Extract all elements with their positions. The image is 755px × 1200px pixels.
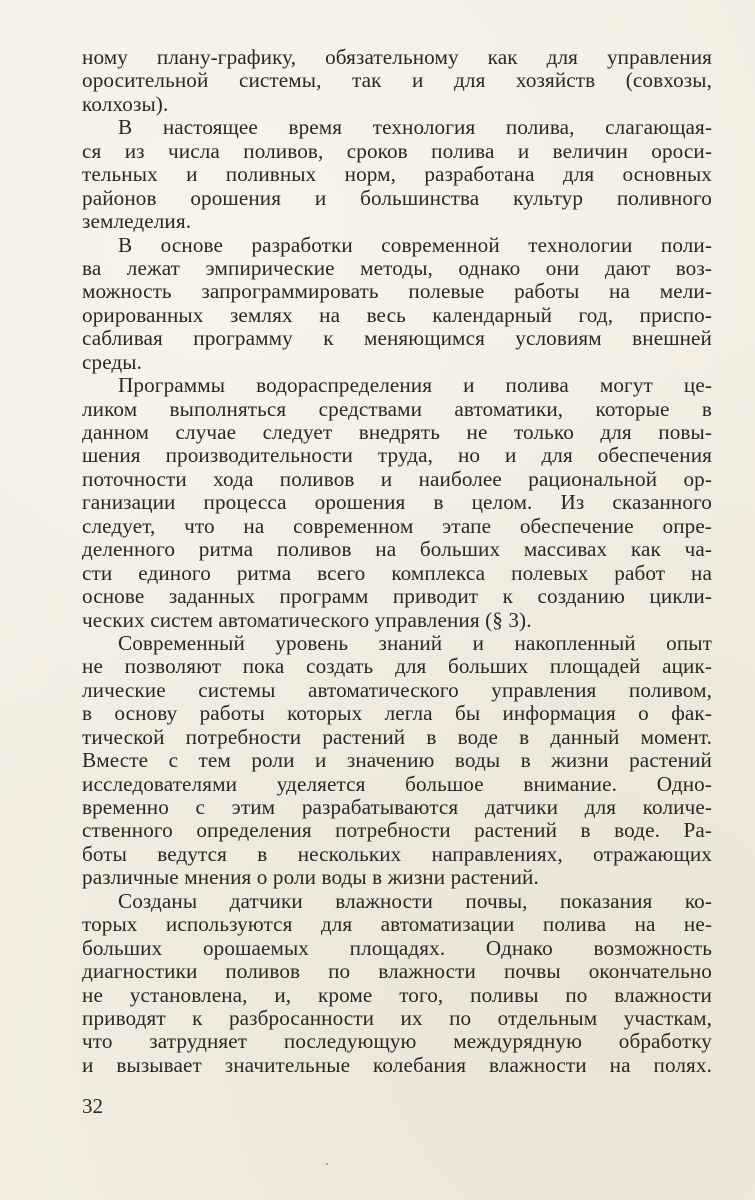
text-line: следует, что на современном этапе обеспечение опре- xyxy=(82,513,712,538)
text-line: ганизации процесса орошения в целом. Из сказанного xyxy=(82,490,712,515)
text-line: ва лежат эмпирические методы, однако они дают воз- xyxy=(82,255,712,280)
text-line: шения производительности труда, но и для обеспечения xyxy=(82,443,712,468)
text-line: временно с этим разрабатываются датчики для количе- xyxy=(82,795,712,819)
text-line: поточности хода поливов и наиболее рациональной ор- xyxy=(82,466,712,491)
text-line: колхозы). xyxy=(82,91,169,116)
text-line: сабливая программу к меняющимся условиям внешней xyxy=(82,326,712,351)
text-line: больших орошаемых площадях. Однако возможность xyxy=(82,935,712,960)
text-line: диагностики поливов по влажности почвы окончательно xyxy=(82,959,712,984)
text-line: оросительной системы, так и для хозяйств (совхозы, xyxy=(82,68,712,93)
text-line: боты ведутся в нескольких направлениях, отражающих xyxy=(82,841,712,866)
text-line: Созданы датчики влажности почвы, показания ко- xyxy=(118,888,712,913)
text-line: лические системы автоматического управления поливом, xyxy=(82,677,712,702)
text-line: данном случае следует внедрять не только для повы- xyxy=(82,420,712,444)
text-line: районов орошения и большинства культур поливного xyxy=(82,185,712,210)
text-line: орированных землях на весь календарный год, приспо- xyxy=(82,302,712,327)
text-line: Программы водораспределения и полива могут це- xyxy=(118,373,712,398)
text-line: приводят к разбросанности их по отдельным участкам, xyxy=(82,1005,712,1030)
text-line: сти единого ритма всего комплекса полевых работ на xyxy=(82,560,712,585)
text-line: не позволяют пока создать для больших площадей ацик- xyxy=(82,654,712,679)
text-line: основе заданных программ приводит к созданию цикли- xyxy=(82,584,712,609)
page-number: 32 xyxy=(82,1094,103,1118)
text-line: деленного ритма поливов на больших массивах как ча- xyxy=(82,537,712,562)
text-line: ному плану-графику, обязательному как для управления xyxy=(82,45,712,69)
text-line: ликом выполняться средствами автоматики, которые в xyxy=(82,396,712,421)
text-line: Вместе с тем роли и значению воды в жизни растений xyxy=(82,748,712,773)
text-line: среды. xyxy=(82,349,143,374)
text-line: можность запрограммировать полевые работы на мели- xyxy=(82,279,712,304)
text-line: не установлена, и, кроме того, поливы по влажности xyxy=(82,982,712,1007)
text-line: исследователями уделяется большое внимание. Одно- xyxy=(82,771,712,796)
text-line: в основу работы которых легла бы информация о фак- xyxy=(82,701,712,726)
text-line: и вызывает значительные колебания влажности на полях. xyxy=(82,1052,712,1077)
text-line: земледелия. xyxy=(82,209,192,234)
text-line: ческих систем автоматического управления (§ 3). xyxy=(82,607,532,632)
text-line: ственного определения потребности растений в воде. Ра- xyxy=(82,818,712,843)
text-line: В основе разработки современной технологии поли- xyxy=(118,232,712,257)
text-line: ся из числа поливов, сроков полива и величин ороси- xyxy=(82,138,712,163)
text-line: различные мнения о роли воды в жизни растений. xyxy=(82,865,539,890)
paper-speck xyxy=(326,1163,328,1165)
text-line: торых используются для автоматизации полива на не- xyxy=(82,912,712,937)
text-line: тической потребности растений в воде в данный момент. xyxy=(82,724,712,749)
text-line: что затрудняет последующую междурядную обработку xyxy=(82,1029,712,1054)
text-line: В настоящее время технология полива, слагающая- xyxy=(118,115,712,140)
body-text xyxy=(82,46,712,1077)
text-line: Современный уровень знаний и накопленный опыт xyxy=(118,630,712,655)
text-line: тельных и поливных норм, разработана для основных xyxy=(82,162,712,187)
